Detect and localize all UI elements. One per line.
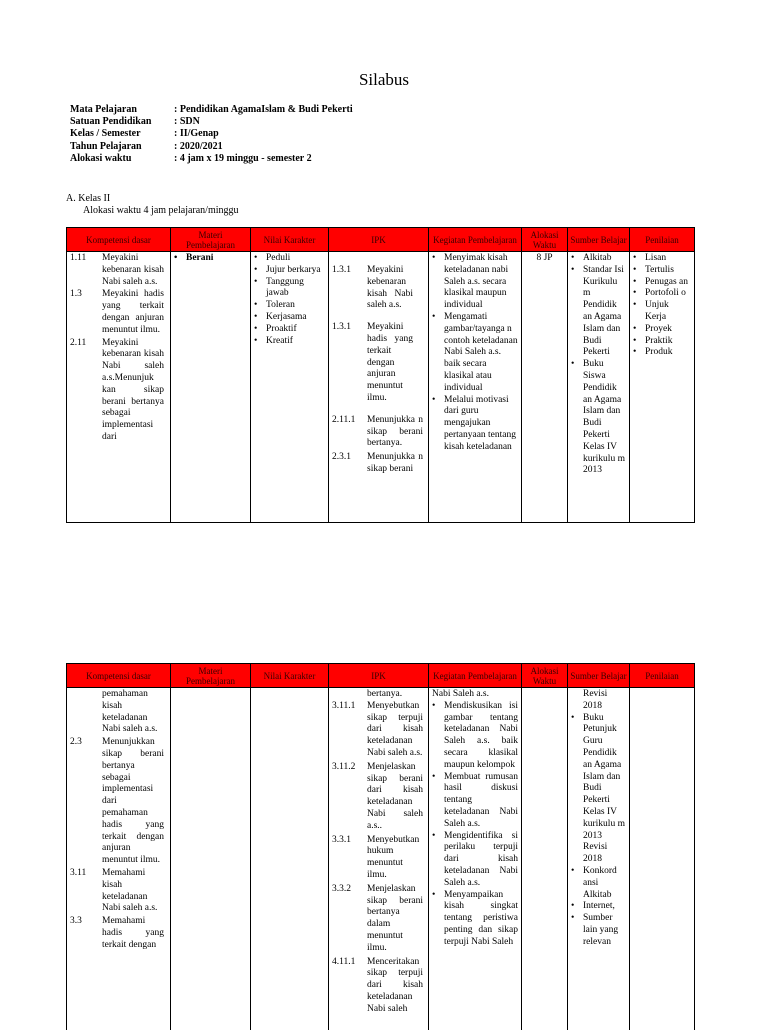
penilaian-item (633, 324, 691, 336)
sumber-cell (568, 252, 630, 523)
kd-text: Memahami kisah keteladanan Nabi saleh a.s. (102, 868, 167, 915)
nilai-text: Toleran (266, 300, 325, 312)
bullet-icon: • (633, 300, 645, 324)
ipk-item (332, 452, 425, 476)
bullet-icon: • (571, 901, 583, 913)
kd-item (70, 737, 167, 867)
bullet-icon: • (254, 265, 266, 277)
kegiatan-item (432, 701, 518, 772)
meta-key: Tahun Pelajaran (70, 141, 174, 153)
kegiatan-text: Membuat rumusan hasil diskusi tentang keteladanan Nabi Saleh a.s. (444, 772, 518, 831)
ipk-cell (329, 252, 429, 523)
table-row (67, 688, 695, 1030)
bullet-icon: • (174, 253, 186, 265)
penilaian-item (633, 277, 691, 289)
nilai-cell (251, 252, 329, 523)
bullet-icon: • (432, 831, 444, 890)
nilai-item (254, 324, 325, 336)
meta-value: : 2020/2021 (174, 141, 223, 153)
header-kompetensi: Kompetensi dasar (67, 664, 171, 688)
ipk-item (332, 884, 425, 955)
kd-number: 1.11 (70, 253, 102, 288)
kegiatan-text: Mendiskusikan isi gambar tentang keteladanan Nabi Saleh a.s. baik secara klasikal maupun kelompok (444, 701, 518, 772)
header-sumber: Sumber Belajar (568, 228, 630, 252)
materi-text: Berani (186, 253, 247, 265)
penilaian-item (633, 288, 691, 300)
sumber-item (571, 713, 626, 866)
nilai-text: Kerjasama (266, 312, 325, 324)
header-ipk: IPK (329, 228, 429, 252)
header-penilaian: Penilaian (630, 664, 695, 688)
penilaian-item (633, 253, 691, 265)
bullet-icon: • (633, 253, 645, 265)
header-sumber: Sumber Belajar (568, 664, 630, 688)
bullet-icon: • (633, 277, 645, 289)
ipk-item (332, 415, 425, 450)
sumber-text: Internet, (583, 901, 626, 913)
kd-number (70, 689, 102, 736)
kegiatan-item (432, 890, 518, 949)
ipk-text: Menyebutkan hukum menuntut ilmu. (367, 835, 425, 882)
kd-text: pemahaman kisah keteladanan Nabi saleh a.s. (102, 689, 167, 736)
bullet-icon: • (571, 913, 583, 948)
bullet-icon: • (571, 713, 583, 866)
ipk-text: bertanya. (367, 689, 425, 701)
kegiatan-text: Nabi Saleh a.s. (432, 689, 518, 701)
nilai-item (254, 277, 325, 301)
sumber-item (571, 265, 626, 359)
sumber-item (571, 901, 626, 913)
page-title: Silabus (0, 70, 768, 90)
ipk-number: 3.11.1 (332, 701, 367, 760)
meta-value: : Pendidikan AgamaIslam & Budi Pekerti (174, 104, 353, 116)
bullet-icon: • (432, 312, 444, 395)
meta-value: : II/Genap (174, 128, 219, 140)
penilaian-text: Penugas an (645, 277, 691, 289)
penilaian-text: Proyek (645, 324, 691, 336)
kegiatan-text: Melalui motivasi dari guru mengajukan pertanyaan tentang kisah keteladanan (444, 395, 518, 454)
materi-item (174, 253, 247, 265)
header-materi: Materi Pembelajaran (171, 664, 251, 688)
kd-number: 3.11 (70, 868, 102, 915)
nilai-text: Jujur berkarya (266, 265, 325, 277)
ipk-text: Meyakini hadis yang terkait dengan anjuran menuntut ilmu. (367, 322, 425, 405)
sumber-text: Standar Isi Kurikulu m Pendidik an Agama Islam dan Budi Pekerti (583, 265, 626, 359)
ipk-item (332, 957, 425, 1016)
meta-key: Mata Pelajaran (70, 104, 174, 116)
bullet-icon: • (633, 347, 645, 359)
penilaian-text: Produk (645, 347, 691, 359)
sumber-cell (568, 688, 630, 1030)
penilaian-text: Unjuk Kerja (645, 300, 691, 324)
bullet-icon: • (633, 336, 645, 348)
kd-item (70, 868, 167, 915)
bullet-icon: • (633, 288, 645, 300)
kd-continuation (70, 689, 167, 736)
ipk-number: 1.3.1 (332, 265, 367, 312)
penilaian-text: Lisan (645, 253, 691, 265)
bullet-icon: • (633, 265, 645, 277)
bullet-icon: • (254, 277, 266, 301)
ipk-text: Menyebutkan sikap terpuji dari kisah keteladanan Nabi saleh a.s. (367, 701, 425, 760)
ipk-item (332, 762, 425, 833)
ipk-number: 3.3.1 (332, 835, 367, 882)
header-alokasi: Alokasi Waktu (522, 228, 568, 252)
sumber-text: Revisi 2018 (583, 689, 626, 713)
kd-item (70, 253, 167, 288)
penilaian-cell (630, 252, 695, 523)
kd-text: Menunjukkan sikap berani bertanya sebagai implementasi dari pemahaman hadis yang terkait dengan anjuran menuntut ilmu. (102, 737, 167, 867)
table-header-row (67, 228, 695, 252)
penilaian-text: Portofoli o (645, 288, 691, 300)
meta-row-subject (70, 104, 353, 116)
meta-row-time (70, 153, 353, 165)
nilai-item (254, 253, 325, 265)
kegiatan-text: Mengidentifika si perilaku terpuji dari kisah keteladanan Nabi Saleh a.s. (444, 831, 518, 890)
ipk-number: 2.3.1 (332, 452, 367, 476)
sumber-text: Konkord ansi Alkitab (583, 866, 626, 901)
materi-cell (171, 252, 251, 523)
kegiatan-text: Mengamati gambar/tayanga n contoh keteladanan Nabi Saleh a.s. baik secara klasikal atau individual (444, 312, 518, 395)
nilai-text: Peduli (266, 253, 325, 265)
sumber-item (571, 866, 626, 901)
sumber-text: Buku Petunjuk Guru Pendidik an Agama Islam dan Budi Pekerti Kelas IV kurikulu m 2013 Revisi 2018 (583, 713, 626, 866)
kd-item (70, 338, 167, 444)
alokasi-cell: 8 JP (522, 252, 568, 523)
ipk-text: Meyakini kebenaran kisah Nabi saleh a.s. (367, 265, 425, 312)
bullet-icon: • (571, 253, 583, 265)
bullet-icon: • (254, 300, 266, 312)
header-kegiatan: Kegiatan Pembelajaran (429, 664, 522, 688)
sumber-item (571, 253, 626, 265)
ipk-number: 3.11.2 (332, 762, 367, 833)
ipk-item (332, 835, 425, 882)
kegiatan-item (432, 831, 518, 890)
kegiatan-item (432, 253, 518, 312)
header-nilai: Nilai Karakter (251, 228, 329, 252)
kd-number: 3.3 (70, 916, 102, 951)
sumber-item (571, 359, 626, 477)
penilaian-item (633, 336, 691, 348)
sumber-item (571, 913, 626, 948)
ipk-item (332, 701, 425, 760)
bullet-icon: • (432, 701, 444, 772)
section-subtitle: Alokasi waktu 4 jam pelajaran/minggu (66, 205, 239, 217)
ipk-number: 2.11.1 (332, 415, 367, 450)
meta-row-year (70, 141, 353, 153)
bullet-icon: • (254, 324, 266, 336)
section-heading (66, 193, 239, 217)
header-kompetensi: Kompetensi dasar (67, 228, 171, 252)
sumber-text: Sumber lain yang relevan (583, 913, 626, 948)
materi-cell (171, 688, 251, 1030)
ipk-number (332, 689, 367, 701)
nilai-text: Proaktif (266, 324, 325, 336)
ipk-number: 4.11.1 (332, 957, 367, 1016)
nilai-text: Kreatif (266, 336, 325, 348)
ipk-text: Menunjukka n sikap berani bertanya. (367, 415, 425, 450)
ipk-number: 3.3.2 (332, 884, 367, 955)
penilaian-item (633, 300, 691, 324)
sumber-text: Alkitab (583, 253, 626, 265)
penilaian-item (633, 265, 691, 277)
penilaian-text: Praktik (645, 336, 691, 348)
header-materi: Materi Pembelajaran (171, 228, 251, 252)
kegiatan-item (432, 772, 518, 831)
kd-item (70, 916, 167, 951)
sumber-text: Buku Siswa Pendidik an Agama Islam dan Budi Pekerti Kelas IV kurikulu m 2013 (583, 359, 626, 477)
bullet-icon: • (432, 890, 444, 949)
bullet-spacer (571, 689, 583, 713)
bullet-icon: • (254, 312, 266, 324)
kegiatan-text: Menyimak kisah keteladanan nabi Saleh a.s. secara klasikal maupun individual (444, 253, 518, 312)
syllabus-table-1 (66, 227, 695, 523)
meta-row-class (70, 128, 353, 140)
sumber-continuation (571, 689, 626, 713)
ipk-text: Menjelaskan sikap berani bertanya dalam menuntut ilmu. (367, 884, 425, 955)
nilai-item (254, 300, 325, 312)
kegiatan-item (432, 395, 518, 454)
kd-text: Meyakini kebenaran kisah Nabi saleh a.s.Menunjuk kan sikap berani bertanya sebagai implementasi dari (102, 338, 167, 444)
bullet-icon: • (571, 265, 583, 359)
kegiatan-text: Menyampaikan kisah singkat tentang peristiwa penting dan sikap terpuji Nabi Saleh (444, 890, 518, 949)
bullet-icon: • (432, 772, 444, 831)
header-kegiatan: Kegiatan Pembelajaran (429, 228, 522, 252)
ipk-text: Menunjukka n sikap berani (367, 452, 425, 476)
course-meta (70, 104, 353, 165)
meta-value: : SDN (174, 116, 200, 128)
ipk-cell (329, 688, 429, 1030)
alokasi-cell (522, 688, 568, 1030)
kd-text: Meyakini hadis yang terkait dengan anjuran menuntut ilmu. (102, 289, 167, 336)
kd-text: Memahami hadis yang terkait dengan (102, 916, 167, 951)
meta-key: Alokasi waktu (70, 153, 174, 165)
ipk-text: Menceritakan sikap terpuji dari kisah keteladanan Nabi saleh (367, 957, 425, 1016)
nilai-item (254, 265, 325, 277)
kd-number: 2.11 (70, 338, 102, 444)
nilai-cell (251, 688, 329, 1030)
ipk-item (332, 265, 425, 312)
syllabus-table-2 (66, 663, 695, 1030)
meta-row-school (70, 116, 353, 128)
kd-cell (67, 252, 171, 523)
table-header-row (67, 664, 695, 688)
header-alokasi: Alokasi Waktu (522, 664, 568, 688)
bullet-icon: • (633, 324, 645, 336)
nilai-item (254, 312, 325, 324)
ipk-item (332, 322, 425, 405)
header-nilai: Nilai Karakter (251, 664, 329, 688)
bullet-icon: • (571, 359, 583, 477)
penilaian-cell (630, 688, 695, 1030)
kd-number: 1.3 (70, 289, 102, 336)
kd-text: Meyakini kebenaran kisah Nabi saleh a.s. (102, 253, 167, 288)
kegiatan-cell (429, 252, 522, 523)
meta-key: Satuan Pendidikan (70, 116, 174, 128)
nilai-text: Tanggung jawab (266, 277, 325, 301)
kegiatan-item (432, 312, 518, 395)
section-label: A. Kelas II (66, 193, 239, 205)
bullet-icon: • (571, 866, 583, 901)
bullet-icon: • (254, 336, 266, 348)
kd-number: 2.3 (70, 737, 102, 867)
ipk-number: 1.3.1 (332, 322, 367, 405)
bullet-icon: • (254, 253, 266, 265)
bullet-icon: • (432, 253, 444, 312)
kd-cell (67, 688, 171, 1030)
penilaian-item (633, 347, 691, 359)
header-penilaian: Penilaian (630, 228, 695, 252)
kd-item (70, 289, 167, 336)
header-ipk: IPK (329, 664, 429, 688)
ipk-text: Menjelaskan sikap berani dari kisah keteladanan Nabi saleh a.s.. (367, 762, 425, 833)
kegiatan-continuation (432, 689, 518, 701)
penilaian-text: Tertulis (645, 265, 691, 277)
table-row (67, 252, 695, 523)
nilai-item (254, 336, 325, 348)
kegiatan-cell (429, 688, 522, 1030)
meta-value: : 4 jam x 19 minggu - semester 2 (174, 153, 312, 165)
bullet-icon: • (432, 395, 444, 454)
meta-key: Kelas / Semester (70, 128, 174, 140)
ipk-continuation (332, 689, 425, 701)
